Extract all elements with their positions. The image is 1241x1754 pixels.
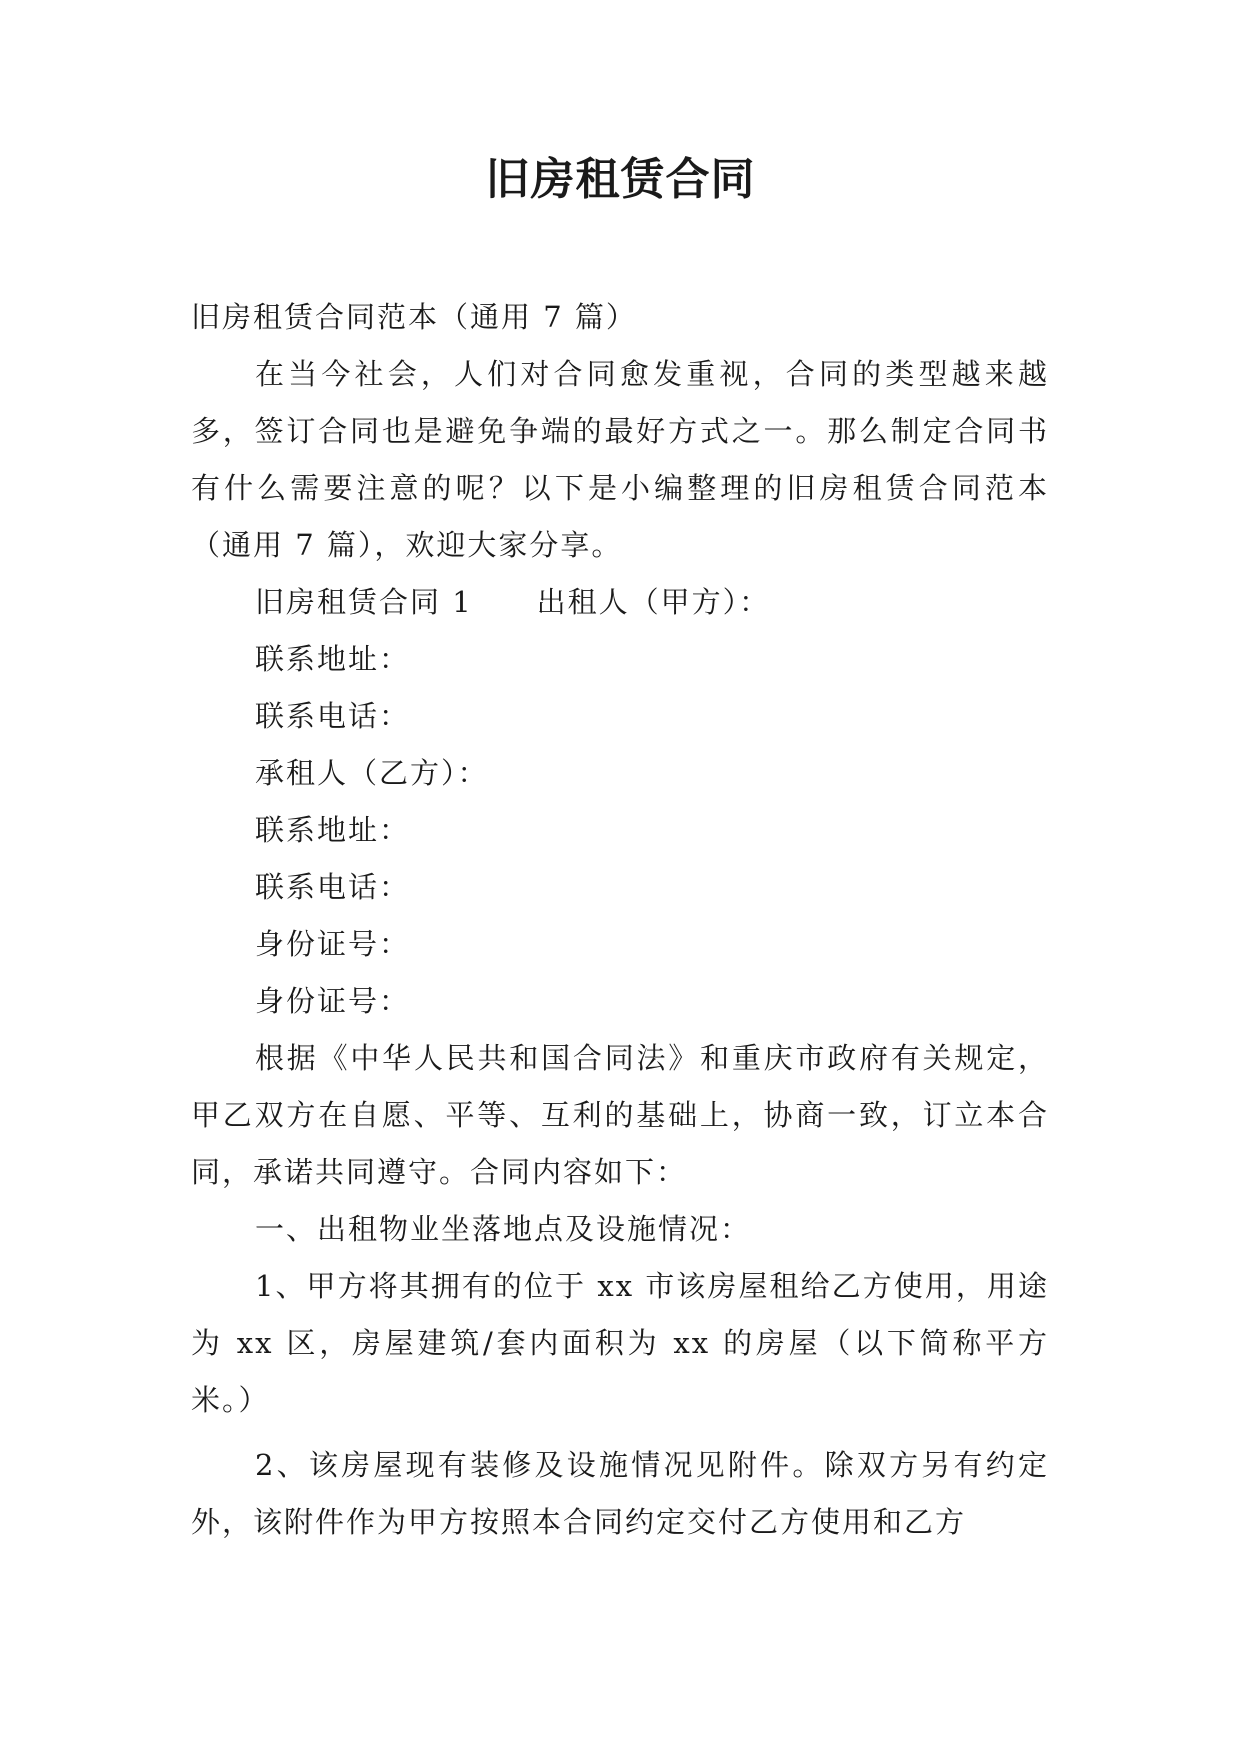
legal-basis-paragraph: 根据《中华人民共和国合同法》和重庆市政府有关规定，甲乙双方在自愿、平等、互利的基础上，协商一致，订立本合同，承诺共同遵守。合同内容如下：	[191, 1041, 1049, 1189]
lessor-label: 出租人（甲方）：	[536, 585, 771, 619]
clause-1-heading: 一、出租物业坐落地点及设施情况：	[255, 1212, 752, 1246]
document-title: 旧房租赁合同	[485, 154, 756, 205]
clause-1-1-paragraph: 1、甲方将其拥有的位于 xx 市该房屋租给乙方使用，用途为 xx 区，房屋建筑/套内面积为 xx 的房屋（以下简称平方米。）	[191, 1269, 1049, 1417]
lessee-phone-field: 联系电话：	[255, 870, 411, 904]
section-heading-line	[191, 574, 1049, 631]
lessor-phone-field: 联系电话：	[255, 699, 411, 733]
document-subtitle: 旧房租赁合同范本（通用 7 篇）	[191, 300, 637, 334]
clause-1-2-paragraph: 2、该房屋现有装修及设施情况见附件。除双方另有约定外，该附件作为甲方按照本合同约定交付乙方使用和乙方	[191, 1448, 1049, 1539]
intro-paragraph: 在当今社会，人们对合同愈发重视，合同的类型越来越多，签订合同也是避免争端的最好方式之一。那么制定合同书有什么需要注意的呢？以下是小编整理的旧房租赁合同范本（通用 7 篇），欢迎大家分享。	[191, 357, 1049, 562]
lessor-address-field: 联系地址：	[255, 642, 411, 676]
document-body	[191, 289, 1049, 1551]
id-number-field-2: 身份证号：	[255, 984, 411, 1018]
id-number-field-1: 身份证号：	[255, 927, 411, 961]
lessee-address-field: 联系地址：	[255, 813, 411, 847]
lessee-label: 承租人（乙方）：	[255, 756, 489, 790]
section-1-heading: 旧房租赁合同 1	[255, 585, 473, 619]
